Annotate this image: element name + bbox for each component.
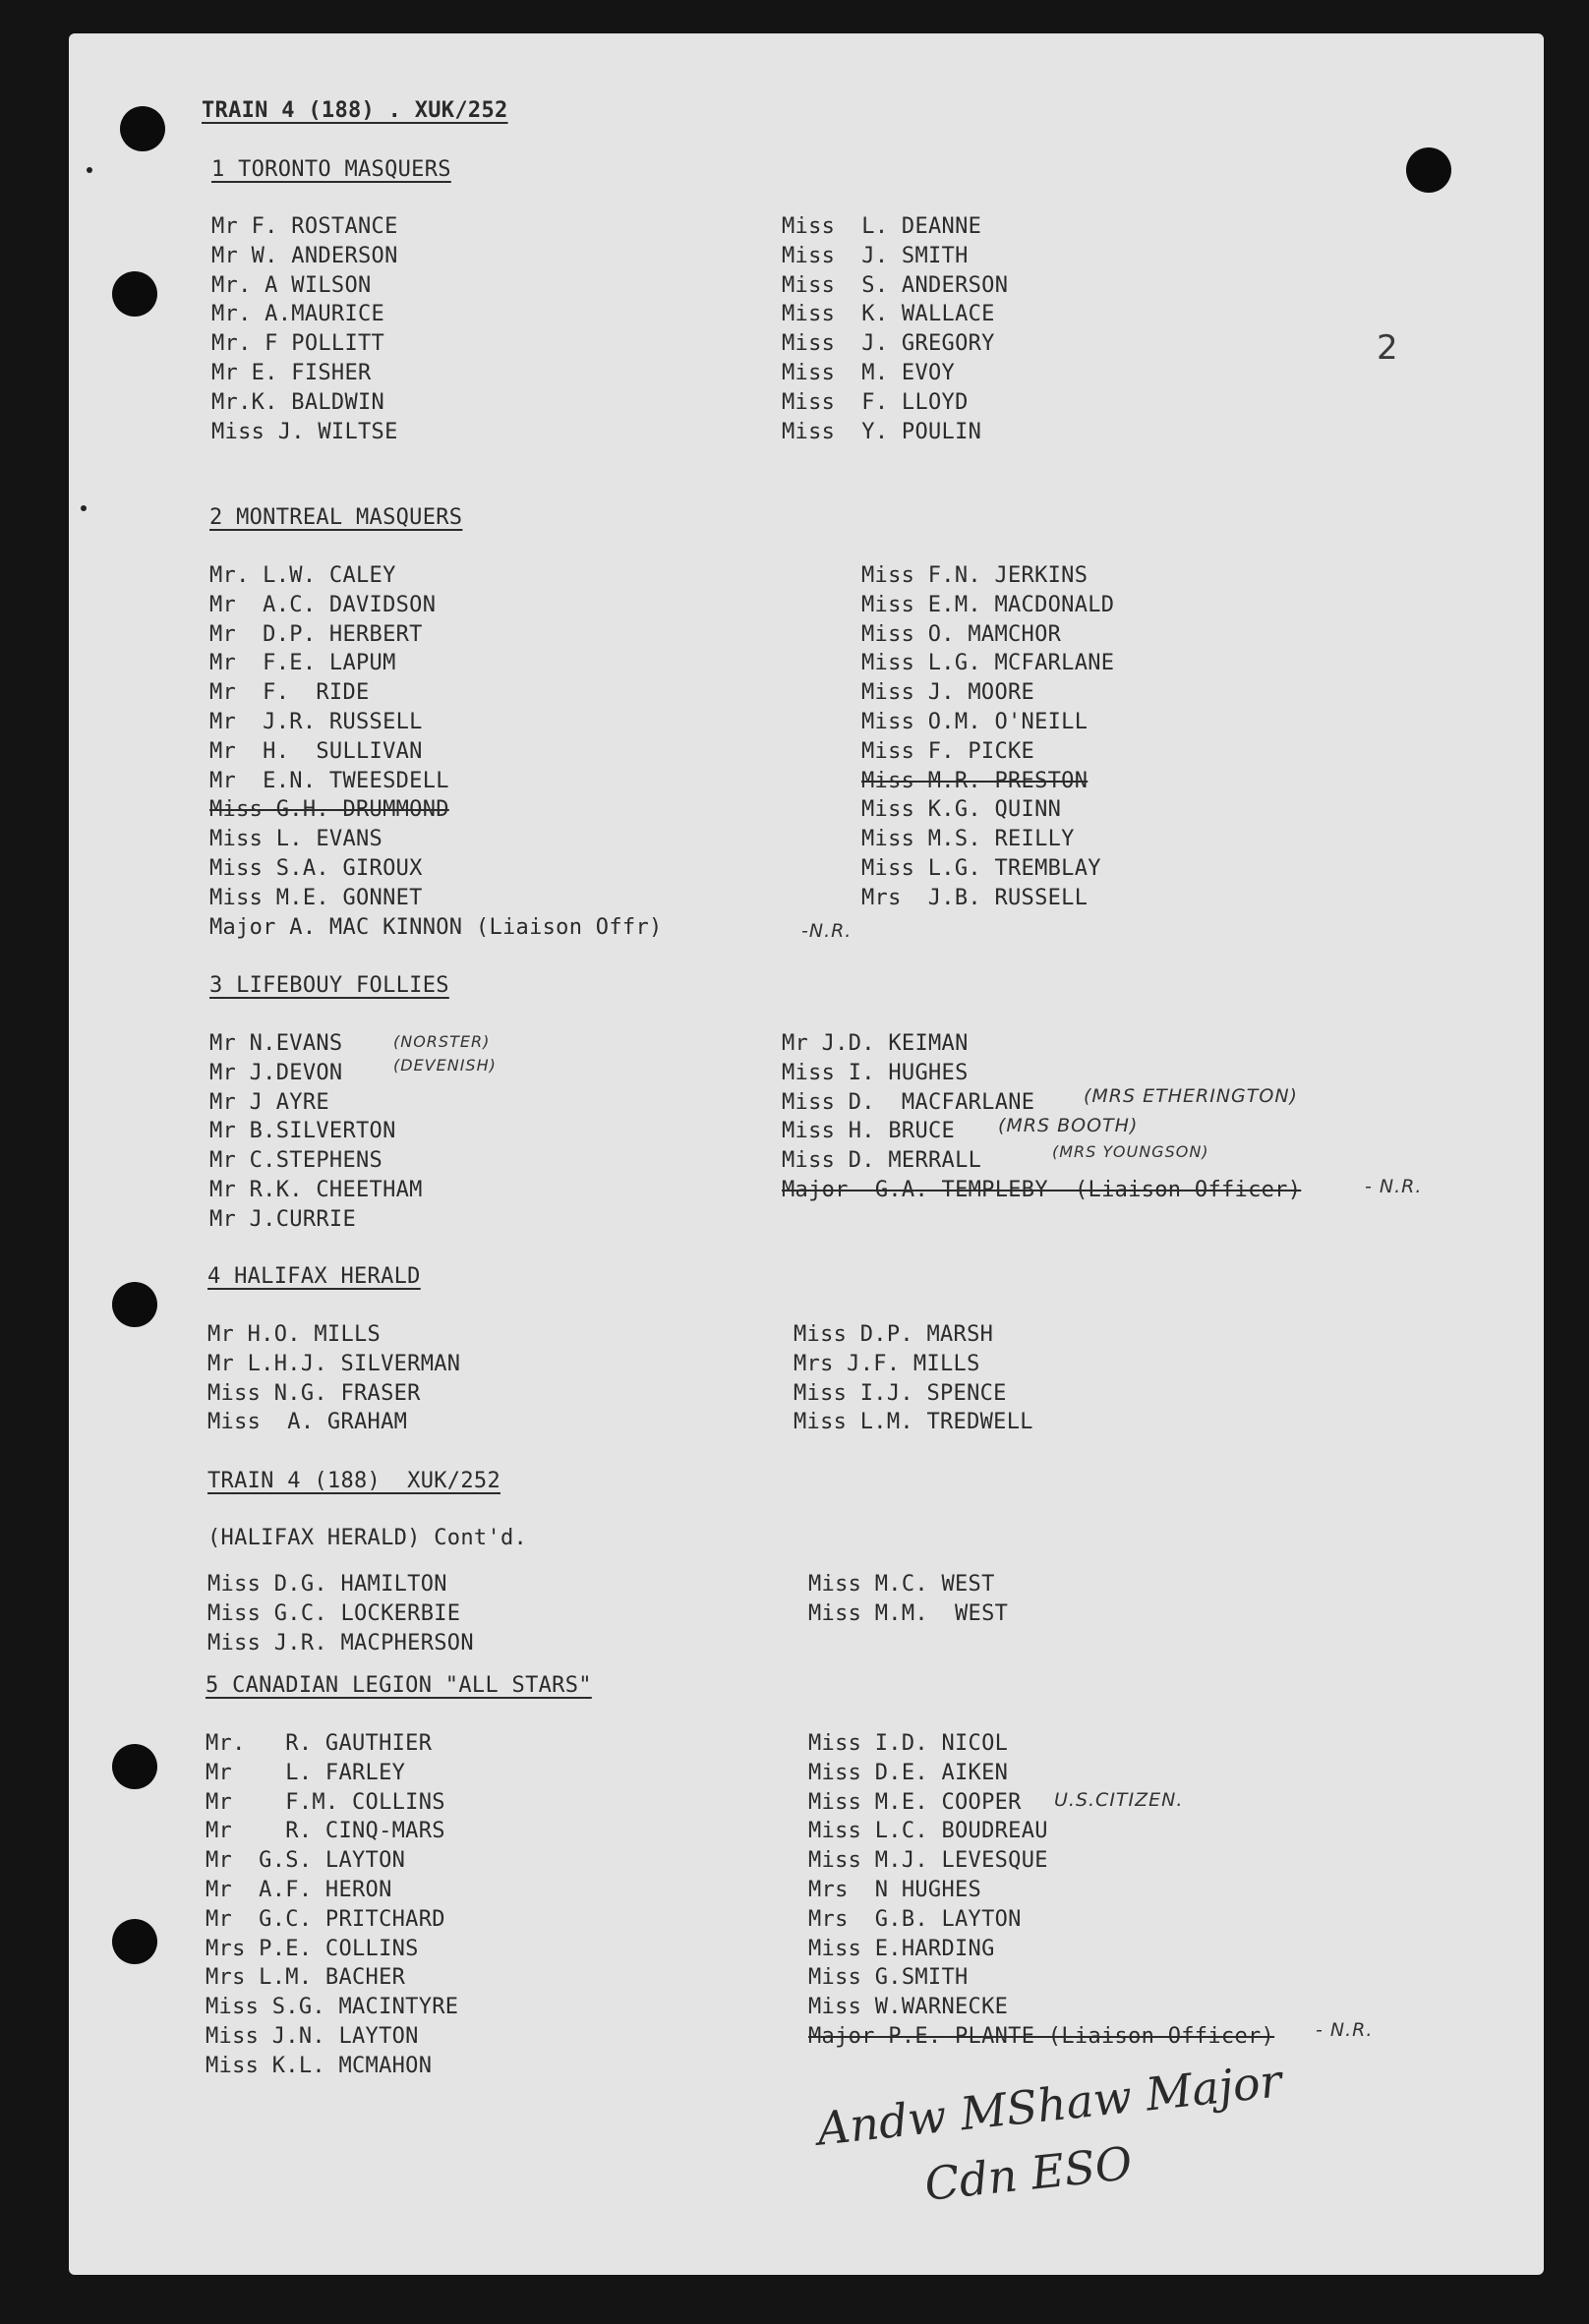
list-item: Major A. MAC KINNON (Liaison Offr)	[209, 914, 663, 940]
list-item: Miss J. SMITH	[782, 243, 969, 268]
speck	[81, 505, 87, 511]
list-item: Mr.K. BALDWIN	[211, 389, 385, 415]
list-item: Miss G.SMITH	[808, 1965, 969, 1991]
list-item: Miss E.HARDING	[808, 1936, 995, 1961]
list-item: Mrs J.F. MILLS	[794, 1351, 980, 1376]
handwritten-note: (MRS YOUNGSON)	[1052, 1142, 1209, 1161]
list-item: Miss D.G. HAMILTON	[207, 1572, 447, 1597]
punch-hole	[1406, 147, 1451, 193]
list-item: Miss O. MAMCHOR	[861, 621, 1062, 647]
list-item: Miss L.C. BOUDREAU	[808, 1819, 1048, 1844]
punch-hole	[112, 1744, 157, 1789]
list-item: Miss M.S. REILLY	[861, 827, 1075, 852]
handwritten-note: U.S.CITIZEN.	[1054, 1789, 1184, 1811]
list-item: Miss L.G. MCFARLANE	[861, 651, 1115, 676]
list-item: Mrs N HUGHES	[808, 1878, 982, 1902]
list-item: Miss O.M. O'NEILL	[861, 710, 1089, 734]
list-item: Miss J. MOORE	[861, 680, 1035, 706]
handwritten-note: (MRS ETHERINGTON)	[1084, 1085, 1298, 1107]
handwritten-note: - N.R.	[1365, 1176, 1423, 1197]
list-item: Miss K. WALLACE	[782, 302, 995, 327]
list-item: Mr J.CURRIE	[209, 1206, 356, 1232]
list-item: Mr G.S. LAYTON	[206, 1848, 406, 1874]
list-item: Mr F.E. LAPUM	[209, 651, 396, 676]
list-item: Miss K.L. MCMAHON	[206, 2053, 433, 2078]
list-item: Miss J.R. MACPHERSON	[207, 1630, 474, 1656]
list-item: Miss E.M. MACDONALD	[861, 592, 1115, 617]
speck	[87, 167, 92, 173]
list-item: Miss F. LLOYD	[782, 389, 969, 415]
punch-hole	[112, 1919, 157, 1964]
section-heading: 5 CANADIAN LEGION "ALL STARS"	[206, 1673, 592, 1698]
list-item: Miss M.E. COOPER	[808, 1789, 1022, 1815]
list-item: Mr. A WILSON	[211, 272, 372, 298]
page-number: 2	[1377, 328, 1398, 368]
list-item: Mrs J.B. RUSSELL	[861, 885, 1089, 910]
list-item: Miss N.G. FRASER	[207, 1380, 421, 1406]
list-item: Miss D. MERRALL	[782, 1148, 982, 1174]
section-heading: 3 LIFEBOUY FOLLIES	[209, 973, 449, 998]
list-item: Mr A.C. DAVIDSON	[209, 592, 437, 617]
list-item: Mr J.D. KEIMAN	[782, 1031, 969, 1056]
list-item: Mr F.M. COLLINS	[206, 1789, 445, 1815]
list-item: Mr H. SULLIVAN	[209, 738, 423, 764]
list-item: Mr J.R. RUSSELL	[209, 710, 423, 734]
section-heading: 4 HALIFAX HERALD	[207, 1264, 421, 1289]
list-item: Mr R. CINQ-MARS	[206, 1819, 445, 1844]
list-item: Miss L. DEANNE	[782, 214, 982, 239]
list-item: Mr E.N. TWEESDELL	[209, 768, 449, 793]
list-item: Miss L.G. TREMBLAY	[861, 856, 1101, 881]
list-item: Miss S. ANDERSON	[782, 272, 1009, 298]
list-item: Miss M.J. LEVESQUE	[808, 1848, 1048, 1874]
handwritten-note: (NORSTER)	[393, 1032, 491, 1051]
list-item: Mr L. FARLEY	[206, 1760, 406, 1785]
list-item: Major P.E. PLANTE (Liaison Officer)	[808, 2024, 1275, 2049]
signature-title: Cdn ESO	[921, 2136, 1135, 2211]
list-item: Mrs L.M. BACHER	[206, 1965, 406, 1991]
list-item: Mr F. RIDE	[209, 680, 370, 706]
list-item: Miss S.G. MACINTYRE	[206, 1995, 459, 2020]
list-item: Miss D.E. AIKEN	[808, 1760, 1009, 1785]
list-item: Miss D. MACFARLANE	[782, 1089, 1035, 1115]
punch-hole	[112, 1282, 157, 1327]
list-item: Mr H.O. MILLS	[207, 1322, 382, 1347]
list-item: Miss I.J. SPENCE	[794, 1380, 1007, 1406]
document-title: TRAIN 4 (188) . XUK/252	[202, 98, 508, 123]
handwritten-note: (DEVENISH)	[393, 1056, 497, 1075]
list-item: Miss L. EVANS	[209, 827, 383, 852]
list-item: Mr E. FISHER	[211, 361, 372, 385]
list-item: Miss M.E. GONNET	[209, 885, 423, 910]
list-item: Miss H. BRUCE	[782, 1119, 956, 1144]
list-item: Miss A. GRAHAM	[207, 1410, 408, 1435]
section-heading: 1 TORONTO MASQUERS	[211, 157, 451, 182]
list-item: Mrs G.B. LAYTON	[808, 1906, 1022, 1932]
list-item: Mr D.P. HERBERT	[209, 621, 423, 647]
section-heading: 2 MONTREAL MASQUERS	[209, 505, 463, 530]
section-heading: TRAIN 4 (188) XUK/252	[207, 1469, 500, 1493]
list-item: Miss J. WILTSE	[211, 419, 398, 444]
punch-hole	[120, 106, 165, 151]
list-item: Miss M.C. WEST	[808, 1572, 995, 1597]
list-item: Mr W. ANDERSON	[211, 243, 398, 268]
list-item: Major G.A. TEMPLEBY (Liaison Officer)	[782, 1178, 1302, 1202]
list-item: Miss D.P. MARSH	[794, 1322, 994, 1347]
list-item: Miss M. EVOY	[782, 361, 956, 385]
list-item: Mr J AYRE	[209, 1089, 329, 1115]
list-item: Miss I.D. NICOL	[808, 1731, 1009, 1756]
list-item: Mr C.STEPHENS	[209, 1148, 383, 1174]
list-item: Mr. F POLLITT	[211, 331, 385, 357]
handwritten-note: -N.R.	[801, 920, 853, 942]
list-item: Mr L.H.J. SILVERMAN	[207, 1351, 461, 1376]
list-item: Miss M.M. WEST	[808, 1600, 1009, 1626]
list-item: Miss W.WARNECKE	[808, 1995, 1009, 2020]
list-item: Mr. L.W. CALEY	[209, 563, 396, 588]
list-item: Miss J.N. LAYTON	[206, 2024, 419, 2049]
list-item: Mr A.F. HERON	[206, 1878, 392, 1902]
list-item: Miss S.A. GIROUX	[209, 856, 423, 881]
list-item: Miss F.N. JERKINS	[861, 563, 1089, 588]
list-item: Mr G.C. PRITCHARD	[206, 1906, 445, 1932]
list-item: Mr B.SILVERTON	[209, 1119, 396, 1144]
list-item: Miss F. PICKE	[861, 738, 1035, 764]
list-item: Mr J.DEVON	[209, 1060, 343, 1085]
list-item: Mr R.K. CHEETHAM	[209, 1178, 423, 1202]
document-page	[69, 33, 1544, 2275]
list-item: Mr N.EVANS	[209, 1031, 343, 1056]
handwritten-note: (MRS BOOTH)	[998, 1115, 1139, 1136]
list-item: Mrs P.E. COLLINS	[206, 1936, 419, 1961]
list-item: Miss J. GREGORY	[782, 331, 995, 357]
list-item: Mr. A.MAURICE	[211, 302, 385, 327]
handwritten-note: - N.R.	[1316, 2019, 1374, 2041]
list-item: Mr. R. GAUTHIER	[206, 1731, 433, 1756]
section-subheading: (HALIFAX HERALD) Cont'd.	[207, 1526, 528, 1550]
list-item: Miss Y. POULIN	[782, 419, 982, 444]
signature: Andw MShaw Major	[814, 2054, 1284, 2156]
list-item: Miss M.R. PRESTON	[861, 768, 1089, 793]
list-item: Miss G.C. LOCKERBIE	[207, 1600, 461, 1626]
list-item: Miss K.G. QUINN	[861, 797, 1062, 823]
list-item: Miss L.M. TREDWELL	[794, 1410, 1033, 1435]
punch-hole	[112, 271, 157, 317]
list-item: Miss I. HUGHES	[782, 1060, 969, 1085]
list-item: Mr F. ROSTANCE	[211, 214, 398, 239]
list-item: Miss G.H. DRUMMOND	[209, 797, 449, 823]
